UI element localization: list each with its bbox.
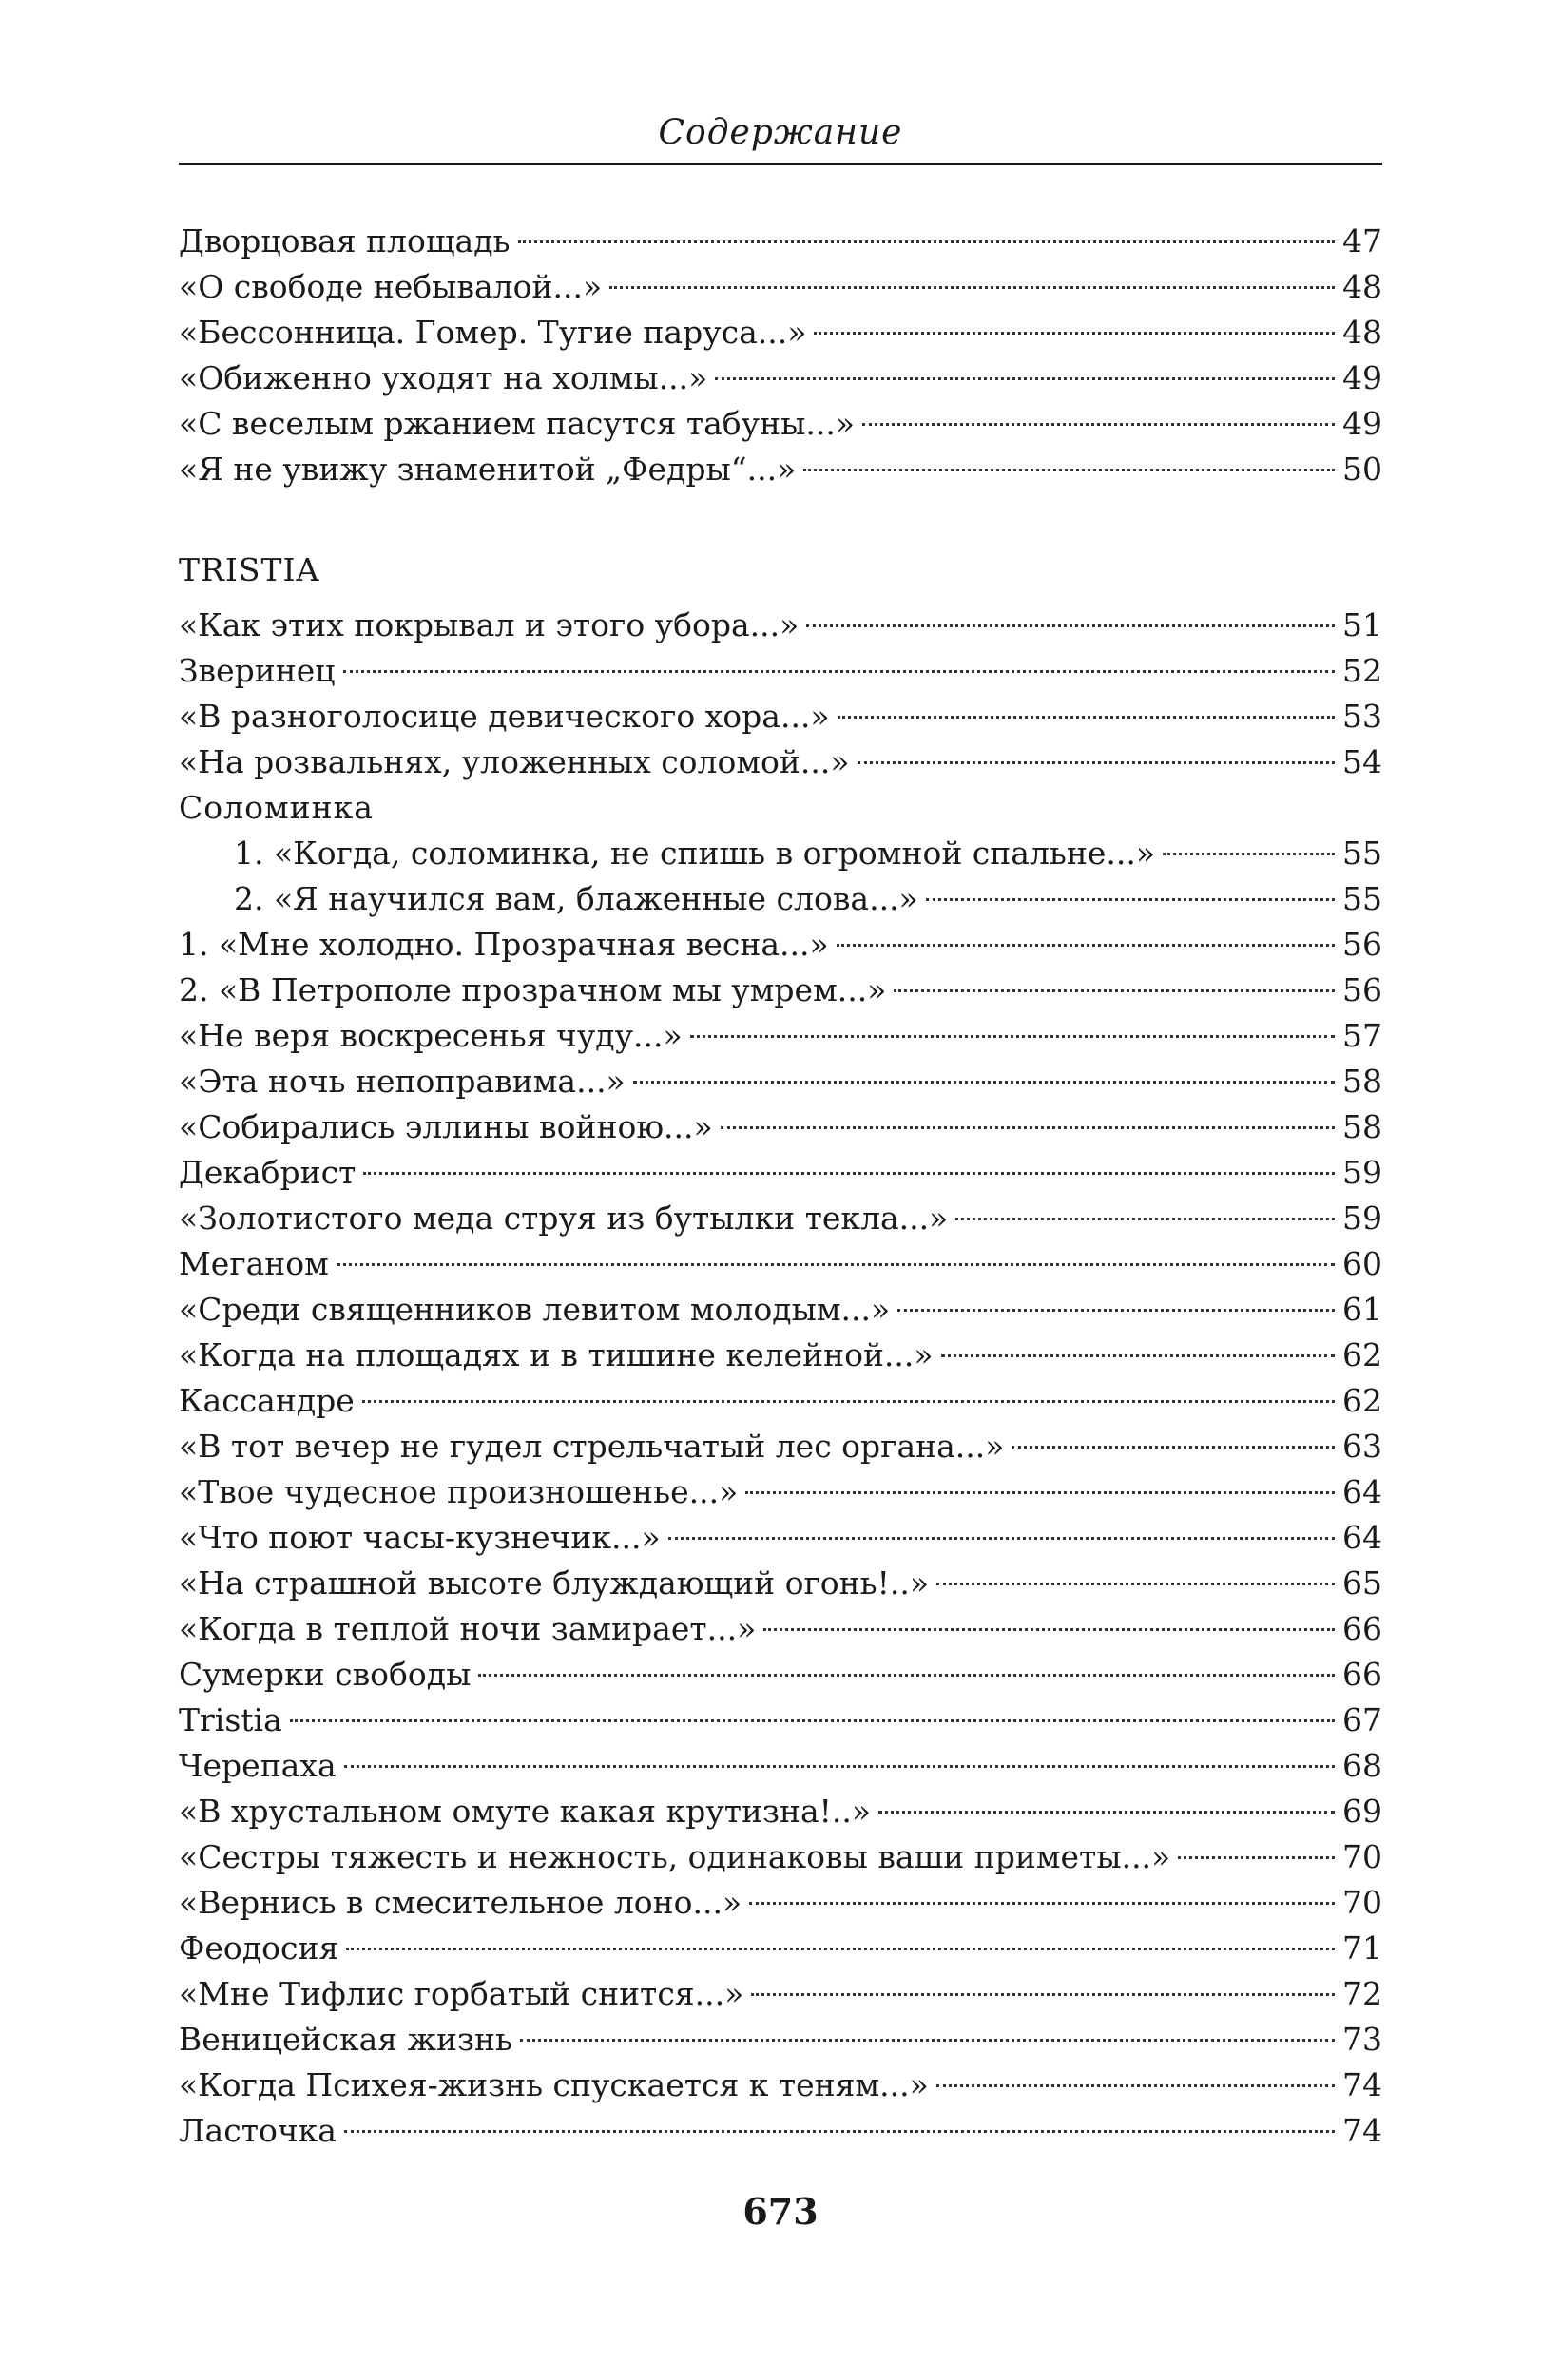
toc-entry [179,739,1382,785]
toc-entry [179,1789,1382,1834]
dot-leader [897,1309,1335,1312]
toc-entry-page: 74 [1342,2066,1382,2103]
dot-leader [609,286,1335,289]
toc-entry-page: 70 [1342,1838,1382,1875]
toc-entry [179,1196,1382,1241]
toc-entry-page: 55 [1342,835,1382,872]
toc-entry [179,264,1382,310]
toc-entry [179,219,1382,264]
dot-leader [344,2130,1335,2133]
toc-entry-title: Tristia [179,1701,282,1738]
toc-entry-title: «Твое чудесное произношенье...» [179,1473,739,1510]
dot-leader [478,1674,1335,1677]
toc-entry [179,1104,1382,1150]
toc-entry-title: «Эта ночь непоправима...» [179,1063,626,1100]
toc-entry-page: 59 [1342,1200,1382,1237]
toc-entry [179,355,1382,401]
toc-entry [179,1926,1382,1971]
dot-leader [878,1811,1335,1814]
toc-entry [179,1333,1382,1378]
toc-entry-title: Ласточка [179,2112,337,2149]
toc-entry-page: 51 [1342,606,1382,643]
dot-leader [290,1719,1335,1722]
toc-entry-title: 1. «Когда, соломинка, не спишь в огромной спальне...» [234,835,1156,872]
toc-entry-page: 62 [1342,1336,1382,1373]
toc-entry-page: 63 [1342,1428,1382,1465]
toc-entry-page: 66 [1342,1610,1382,1647]
toc-entry-page: 56 [1342,926,1382,963]
dot-leader [894,989,1335,992]
toc-entry-page: 62 [1342,1382,1382,1419]
toc-entry-title: «Когда на площадях и в тишине келейной...» [179,1336,934,1373]
toc-entry [179,2108,1382,2154]
toc-entry [179,2063,1382,2108]
dot-leader [745,1491,1335,1494]
toc-entry-title: 2. «Я научился вам, блаженные слова...» [234,880,918,917]
dot-leader [343,670,1335,673]
dot-leader [955,1218,1335,1220]
toc-entry-page: 58 [1342,1063,1382,1100]
toc-entry [179,310,1382,355]
page-number: 673 [742,2190,819,2233]
toc-entry-title: Черепаха [179,1747,337,1784]
toc-entry-title: «С веселым ржанием пасутся табуны...» [179,405,856,442]
toc-entry [179,1834,1382,1880]
toc-entry-page: 66 [1342,1656,1382,1693]
toc-entry [179,648,1382,694]
toc-entry-page: 59 [1342,1154,1382,1191]
toc-entry-page: 69 [1342,1793,1382,1830]
toc-entry-page: 73 [1342,2021,1382,2058]
toc-entry-title: «В хрустальном омуте какая крутизна!..» [179,1793,872,1830]
toc-entry-title: Меганом [179,1245,329,1282]
toc-entry-page: 57 [1342,1017,1382,1054]
toc-entry-page: 49 [1342,359,1382,396]
toc-entry [179,603,1382,648]
toc-entry-page: 47 [1342,222,1382,259]
dot-leader [751,1993,1335,1996]
toc-entry-page: 64 [1342,1519,1382,1556]
toc-entry-title: «Я не увижу знаменитой „Федры“...» [179,451,797,488]
dot-leader [337,1263,1335,1266]
toc-entry-page: 74 [1342,2112,1382,2149]
toc-entry [179,1971,1382,2017]
toc-entry [179,694,1382,739]
toc-entry-title: Дворцовая площадь [179,222,511,259]
dot-leader [806,624,1335,627]
toc-entry-title: Сумерки свободы [179,1656,472,1693]
toc-entry-title: «В тот вечер не гудел стрельчатый лес органа...» [179,1428,1005,1465]
toc-entry [179,1606,1382,1652]
toc-entry-page: 52 [1342,652,1382,689]
toc-entry-page: 53 [1342,698,1382,735]
dot-leader [749,1902,1335,1905]
toc-entry-title: Феодосия [179,1929,339,1967]
toc-entry-page: 72 [1342,1975,1382,2012]
toc-entry-page: 49 [1342,405,1382,442]
toc-entry-page: 68 [1342,1747,1382,1784]
toc-entry-title: «Среди священников левитом молодым...» [179,1291,891,1328]
toc-entry [179,401,1382,447]
toc-entry-title: Веницейская жизнь [179,2021,512,2058]
toc-entry [179,1469,1382,1515]
dot-leader [862,423,1335,426]
toc-entry-title: «Вернись в смесительное лоно...» [179,1884,742,1921]
toc-entry-page: 58 [1342,1108,1382,1145]
toc-entry-title: «На розвальнях, уложенных соломой...» [179,743,850,780]
toc-group-heading: Соломинка [179,789,374,826]
toc-entry-page: 60 [1342,1245,1382,1282]
toc-entry [179,1059,1382,1104]
dot-leader [520,2039,1335,2042]
toc-entry-title: «Когда Психея-жизнь спускается к теням...» [179,2066,929,2103]
toc-entry-title: Зверинец [179,652,336,689]
toc-entry-title: «Что поют часы-кузнечик...» [179,1519,661,1556]
dot-leader [346,1948,1335,1950]
toc-entry-page: 67 [1342,1701,1382,1738]
dot-leader [715,377,1335,380]
toc-entry-page: 71 [1342,1929,1382,1967]
toc-entry-title: «На страшной высоте блуждающий огонь!..» [179,1564,930,1602]
dot-leader [518,240,1335,243]
toc-entry-page: 64 [1342,1473,1382,1510]
dot-leader [763,1628,1335,1631]
dot-leader [941,1354,1335,1357]
toc-entry [179,1652,1382,1698]
toc-entry [179,1013,1382,1059]
toc-entry [179,968,1382,1013]
dot-leader [363,1172,1335,1175]
toc-entry-page: 48 [1342,314,1382,351]
toc-entry-page: 55 [1342,880,1382,917]
dot-leader [690,1035,1335,1038]
toc-entry [179,1880,1382,1926]
dot-leader [837,944,1335,947]
toc-entry [179,1424,1382,1469]
toc-entry-title: «Бессонница. Гомер. Тугие паруса...» [179,314,807,351]
dot-leader [814,332,1335,335]
toc-entry [234,876,1382,922]
toc-entry-title: «Обиженно уходят на холмы...» [179,359,708,396]
toc-entry-title: Кассандре [179,1382,355,1419]
toc-entry-page: 70 [1342,1884,1382,1921]
toc-entry [179,1698,1382,1743]
running-head: Содержание [658,113,903,152]
toc-entry [234,831,1382,876]
toc-entry-page: 65 [1342,1564,1382,1602]
toc-entry-title: «Не веря воскресенья чуду...» [179,1017,683,1054]
toc-entry [179,1241,1382,1287]
dot-leader [1163,853,1335,855]
toc-entry [179,1515,1382,1561]
dot-leader [858,761,1335,764]
dot-leader [344,1765,1335,1768]
toc-entry-page: 56 [1342,971,1382,1008]
toc-entry-page: 48 [1342,268,1382,305]
toc-entry-title: «Сестры тяжесть и нежность, одинаковы ваши приметы...» [179,1838,1171,1875]
toc-entry-page: 50 [1342,451,1382,488]
dot-leader [362,1400,1335,1403]
dot-leader [721,1126,1335,1129]
toc-entry-title: 1. «Мне холодно. Прозрачная весна...» [179,926,829,963]
dot-leader [936,2084,1335,2087]
toc-entry-page: 54 [1342,743,1382,780]
dot-leader [926,898,1335,901]
toc-entry [179,922,1382,968]
toc-entry-title: «Как этих покрывал и этого убора...» [179,606,800,643]
dot-leader [668,1537,1335,1540]
dot-leader [1012,1446,1335,1449]
toc-entry-title: «Когда в теплой ночи замирает...» [179,1610,757,1647]
toc-entry-title: «Собирались эллины войною...» [179,1108,713,1145]
toc-entry [179,1561,1382,1606]
dot-leader [936,1583,1335,1585]
toc-entry-title: «Золотистого меда струя из бутылки текла...» [179,1200,949,1237]
toc-entry-title: «В разноголосице девического хора...» [179,698,830,735]
toc-entry-title: 2. «В Петрополе прозрачном мы умрем...» [179,971,887,1008]
dot-leader [803,469,1335,471]
section-heading-tristia: TRISTIA [179,551,320,588]
toc-entry-title: «Мне Тифлис горбатый снится...» [179,1975,744,2012]
dot-leader [633,1081,1335,1084]
dot-leader [1178,1856,1335,1859]
toc-entry [179,447,1382,492]
dot-leader [838,716,1335,719]
toc-entry [179,1378,1382,1424]
toc-entry-page: 61 [1342,1291,1382,1328]
toc-entry [179,1743,1382,1789]
toc-entry-title: Декабрист [179,1154,357,1191]
toc-entry [179,1287,1382,1333]
toc-entry [179,1150,1382,1196]
header-rule [179,163,1382,165]
toc-entry-title: «О свободе небывалой...» [179,268,603,305]
toc-entry [179,2017,1382,2063]
